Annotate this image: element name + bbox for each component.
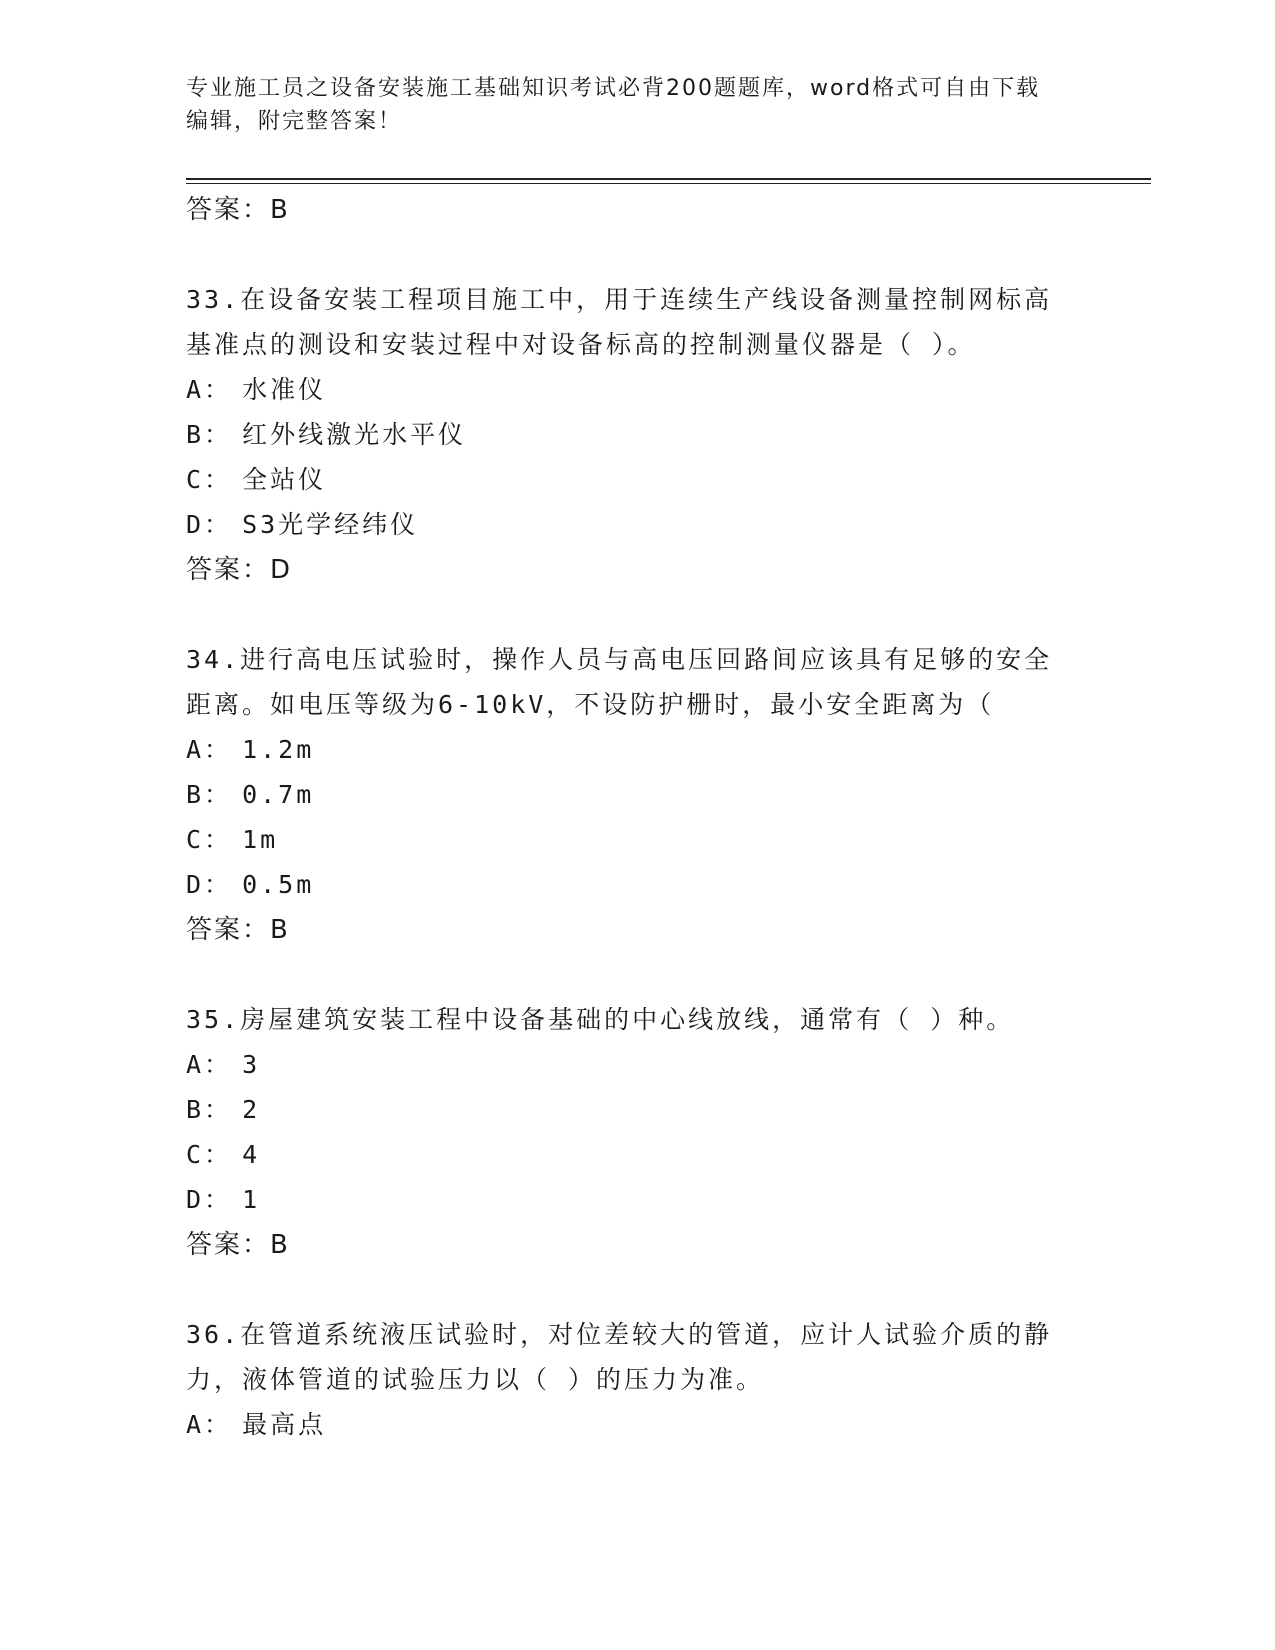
answer-line: 答案：B — [186, 915, 290, 945]
question-block — [186, 637, 1066, 953]
answer-line: 答案：B — [186, 195, 290, 225]
option-a: A： 1.2m — [186, 735, 315, 764]
header-divider-thick — [186, 178, 1151, 180]
question-text: 33.在设备安装工程项目施工中，用于连续生产线设备测量控制网标高基准点的测设和安装过程中对设备标高的控制测量仪器是（ ）。 — [186, 285, 1053, 359]
option-c: C： 全站仪 — [186, 465, 327, 494]
question-text: 36.在管道系统液压试验时，对位差较大的管道，应计人试验介质的静力，液体管道的试验压力以（ ）的压力为准。 — [186, 1320, 1053, 1394]
question-block — [186, 1312, 1066, 1447]
question-text: 34.进行高电压试验时，操作人员与高电压回路间应该具有足够的安全距离。如电压等级为6-10kV，不设防护栅时，最小安全距离为（ — [186, 645, 1053, 719]
option-b: B： 0.7m — [186, 780, 315, 809]
question-text: 35.房屋建筑安装工程中设备基础的中心线放线，通常有（ ）种。 — [186, 1005, 1015, 1034]
question-block — [186, 997, 1066, 1268]
question-block — [186, 277, 1066, 593]
option-b: B： 红外线激光水平仪 — [186, 420, 467, 449]
option-a: A： 3 — [186, 1050, 261, 1079]
option-c: C： 1m — [186, 825, 279, 854]
header-title-line-1: 专业施工员之设备安装施工基础知识考试必背200题题库，word格式可自由下载 — [186, 76, 1041, 101]
option-b: B： 2 — [186, 1095, 261, 1124]
option-d: D： 0.5m — [186, 870, 315, 899]
document-body — [186, 187, 1066, 1447]
option-a: A： 水准仪 — [186, 375, 327, 404]
option-d: D： S3光学经纬仪 — [186, 510, 419, 539]
document-page — [186, 0, 1151, 1650]
document-header — [186, 72, 1066, 138]
option-d: D： 1 — [186, 1185, 261, 1214]
option-c: C： 4 — [186, 1140, 261, 1169]
header-title-line-2: 编辑，附完整答案！ — [186, 109, 403, 134]
answer-line: 答案：B — [186, 1230, 290, 1260]
answer-line: 答案：D — [186, 555, 293, 585]
option-a: A： 最高点 — [186, 1410, 327, 1439]
header-divider-thin — [186, 183, 1151, 184]
